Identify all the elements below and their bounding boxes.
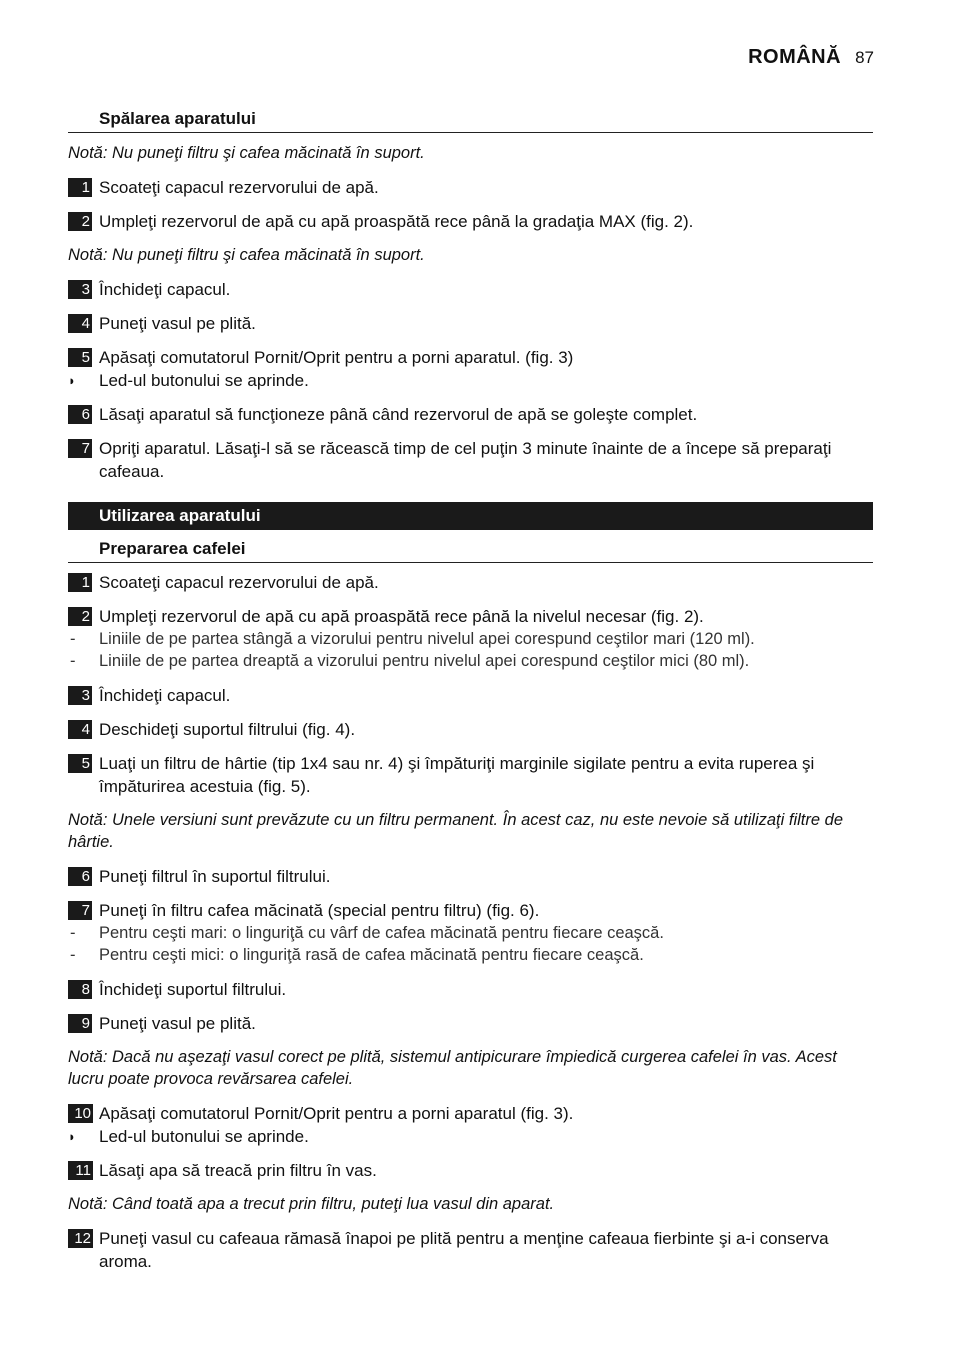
step-number: 11 bbox=[68, 1161, 93, 1180]
step-10 bbox=[68, 1102, 873, 1125]
step-number: 1 bbox=[68, 178, 92, 197]
result-text: Led-ul butonului se aprinde. bbox=[99, 1127, 309, 1146]
bullet-text: Liniile de pe partea stângă a vizorului pentru nivelul apei corespund ceştilor mari (120 ml). bbox=[99, 630, 755, 648]
section-title-brewing: Prepararea cafelei bbox=[68, 536, 873, 563]
step-text: Lăsaţi aparatul să funcţioneze până când rezervorul de apă se goleşte complet. bbox=[99, 405, 698, 424]
step-3 bbox=[68, 278, 873, 301]
dash-icon: - bbox=[70, 652, 76, 670]
step-text: Umpleţi rezervorul de apă cu apă proaspătă rece până la gradaţia MAX (fig. 2). bbox=[99, 212, 694, 231]
chapter-band-usage: Utilizarea aparatului bbox=[68, 502, 873, 530]
step-number: 2 bbox=[68, 212, 92, 231]
step-5 bbox=[68, 752, 873, 798]
step-12 bbox=[68, 1227, 873, 1273]
step-text: Deschideţi suportul filtrului (fig. 4). bbox=[99, 720, 356, 739]
step-2 bbox=[68, 210, 873, 233]
step-result bbox=[68, 1125, 873, 1148]
step-4 bbox=[68, 718, 873, 741]
step-text: Scoateţi capacul rezervorului de apă. bbox=[99, 573, 379, 592]
bullet-item bbox=[68, 922, 873, 944]
step-number: 7 bbox=[68, 439, 92, 458]
step-2 bbox=[68, 605, 873, 628]
step-text: Puneţi vasul pe plită. bbox=[99, 314, 256, 333]
step-3 bbox=[68, 684, 873, 707]
step-11 bbox=[68, 1159, 873, 1182]
step-text: Apăsaţi comutatorul Pornit/Oprit pentru a porni aparatul. (fig. 3) bbox=[99, 348, 574, 367]
step-1 bbox=[68, 571, 873, 594]
step-text: Apăsaţi comutatorul Pornit/Oprit pentru a porni aparatul (fig. 3). bbox=[99, 1104, 574, 1123]
dash-icon: - bbox=[70, 946, 76, 964]
step-4 bbox=[68, 312, 873, 335]
section-title-washing: Spălarea aparatului bbox=[68, 106, 873, 133]
bullet-text: Pentru ceşti mici: o linguriţă rasă de cafea măcinată pentru fiecare ceaşcă. bbox=[99, 946, 644, 964]
step-number: 10 bbox=[68, 1104, 93, 1123]
step-text: Închideţi capacul. bbox=[99, 686, 231, 705]
note: Notă: Dacă nu aşezaţi vasul corect pe plită, sistemul antipicurare împiedică curgerea cafelei în vas. Acest lucru poate provoca revărsarea cafelei. bbox=[68, 1048, 837, 1088]
step-number: 6 bbox=[68, 867, 92, 886]
step-text: Scoateţi capacul rezervorului de apă. bbox=[99, 178, 379, 197]
step-text: Închideţi capacul. bbox=[99, 280, 231, 299]
step-9 bbox=[68, 1012, 873, 1035]
bullet-item bbox=[68, 628, 873, 650]
step-result bbox=[68, 369, 873, 392]
result-arrow-icon: ◗ bbox=[68, 1129, 76, 1144]
step-1 bbox=[68, 176, 873, 199]
step-text: Lăsaţi apa să treacă prin filtru în vas. bbox=[99, 1161, 377, 1180]
page-header bbox=[748, 46, 874, 76]
step-number: 1 bbox=[68, 573, 92, 592]
step-number: 12 bbox=[68, 1229, 93, 1248]
step-7 bbox=[68, 899, 873, 922]
step-number: 4 bbox=[68, 720, 92, 739]
note: Notă: Unele versiuni sunt prevăzute cu un filtru permanent. În acest caz, nu este nevoie să utilizaţi filtre de hârtie. bbox=[68, 811, 843, 851]
step-text: Puneţi vasul pe plită. bbox=[99, 1014, 256, 1033]
dash-icon: - bbox=[70, 630, 76, 648]
step-text: Luaţi un filtru de hârtie (tip 1x4 sau nr. 4) şi împăturiţi marginile sigilate pentru a evita ruperea şi împăturirea acestuia (fig. 5). bbox=[99, 754, 815, 796]
step-5 bbox=[68, 346, 873, 369]
step-number: 7 bbox=[68, 901, 92, 920]
language-label: ROMÂNĂ bbox=[748, 46, 842, 68]
bullet-item bbox=[68, 650, 873, 672]
result-arrow-icon: ◗ bbox=[68, 373, 76, 388]
step-text: Puneţi în filtru cafea măcinată (special pentru filtru) (fig. 6). bbox=[99, 901, 540, 920]
step-8 bbox=[68, 978, 873, 1001]
step-text: Opriţi aparatul. Lăsaţi-l să se răcească timp de cel puţin 3 minute înainte de a începe să preparaţi cafeaua. bbox=[99, 439, 832, 481]
page-content bbox=[68, 106, 873, 1273]
step-number: 9 bbox=[68, 1014, 92, 1033]
step-number: 2 bbox=[68, 607, 92, 626]
step-number: 5 bbox=[68, 348, 92, 367]
step-number: 4 bbox=[68, 314, 92, 333]
step-number: 3 bbox=[68, 686, 92, 705]
result-text: Led-ul butonului se aprinde. bbox=[99, 371, 309, 390]
step-number: 5 bbox=[68, 754, 92, 773]
dash-icon: - bbox=[70, 924, 76, 942]
step-text: Puneţi vasul cu cafeaua rămasă înapoi pe plită pentru a menţine cafeaua fierbinte şi a-i conserva aroma. bbox=[99, 1229, 829, 1271]
page-number: 87 bbox=[855, 48, 874, 67]
note: Notă: Când toată apa a trecut prin filtru, puteţi lua vasul din aparat. bbox=[68, 1195, 555, 1213]
note: Notă: Nu puneţi filtru şi cafea măcinată în suport. bbox=[68, 246, 425, 264]
bullet-text: Pentru ceşti mari: o linguriţă cu vârf de cafea măcinată pentru fiecare ceaşcă. bbox=[99, 924, 664, 942]
step-7 bbox=[68, 437, 873, 483]
step-6 bbox=[68, 865, 873, 888]
step-number: 6 bbox=[68, 405, 92, 424]
step-6 bbox=[68, 403, 873, 426]
step-text: Umpleţi rezervorul de apă cu apă proaspătă rece până la nivelul necesar (fig. 2). bbox=[99, 607, 704, 626]
step-number: 3 bbox=[68, 280, 92, 299]
bullet-text: Liniile de pe partea dreaptă a vizorului pentru nivelul apei corespund ceştilor mici (80 ml). bbox=[99, 652, 750, 670]
step-number: 8 bbox=[68, 980, 92, 999]
step-text: Închideţi suportul filtrului. bbox=[99, 980, 287, 999]
bullet-item bbox=[68, 944, 873, 966]
note: Notă: Nu puneţi filtru şi cafea măcinată în suport. bbox=[68, 144, 425, 162]
step-text: Puneţi filtrul în suportul filtrului. bbox=[99, 867, 331, 886]
